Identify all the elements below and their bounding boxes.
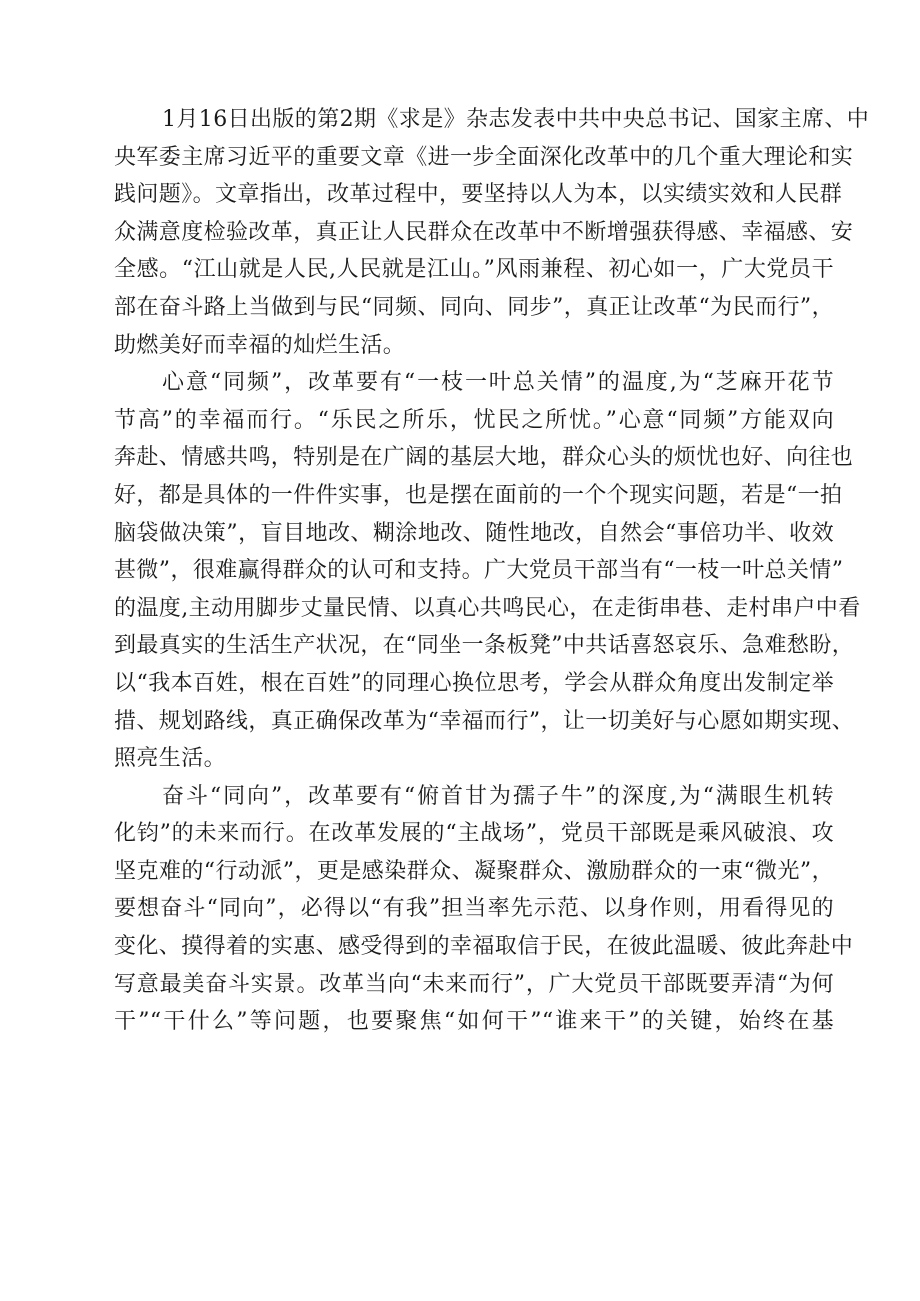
text-line: 奔赴、情感共鸣，特别是在广阔的基层大地，群众心头的烦忧也好、向往也 xyxy=(114,445,854,471)
text-line: 坚克难的“行动派”，更是感染群众、凝聚群众、激励群众的一束“微光”， xyxy=(114,858,834,884)
text-line: 要想奋斗“同向”，必得以“有我”担当率先示范、以身作则，用看得见的 xyxy=(114,896,834,922)
text-line: 脑袋做决策”，盲目地改、糊涂地改、随性地改，自然会“事倍功半、收效 xyxy=(114,520,834,546)
paragraph-1 xyxy=(114,101,870,364)
paragraph-3 xyxy=(114,778,854,1041)
text-line: 写意最美奋斗实景。改革当向“未来而行”，广大党员干部既要弄清“为何 xyxy=(114,971,834,997)
text-line: 奋斗“同向”，改革要有“俯首甘为孺子牛”的深度,为“满眼生机转 xyxy=(162,783,834,809)
text-line: 照亮生活。 xyxy=(114,746,227,772)
text-line: 化钧”的未来而行。在改革发展的“主战场”，党员干部既是乘风破浪、攻 xyxy=(114,821,834,847)
article-body xyxy=(114,101,870,1041)
text-line: 1月16日出版的第2期《求是》杂志发表中共中央总书记、国家主席、中 xyxy=(162,107,870,132)
text-line: 践问题》。文章指出，改革过程中，要坚持以人为本，以实绩实效和人民群 xyxy=(114,182,843,208)
text-line: 助燃美好而幸福的灿烂生活。 xyxy=(114,332,406,358)
text-line: 心意“同频”，改革要有“一枝一叶总关情”的温度,为“芝麻开花节 xyxy=(162,370,834,396)
text-line: 好，都是具体的一件件实事，也是摆在面前的一个个现实问题，若是“一拍 xyxy=(114,482,843,508)
text-line: 央军委主席习近平的重要文章《进一步全面深化改革中的几个重大理论和实 xyxy=(114,144,854,170)
text-line: 众满意度检验改革，真正让人民群众在改革中不断增强获得感、幸福感、安 xyxy=(114,219,854,245)
text-line: 节高”的幸福而行。“乐民之所乐，忧民之所忧。”心意“同频”方能双向 xyxy=(114,407,834,433)
text-line: 全感。“江山就是人民,人民就是江山。”风雨兼程、初心如一，广大党员干 xyxy=(114,257,834,283)
paragraph-2 xyxy=(114,364,861,778)
text-line: 部在奋斗路上当做到与民“同频、同向、同步”，真正让改革“为民而行”， xyxy=(114,294,834,320)
text-line: 变化、摸得着的实惠、感受得到的幸福取信于民，在彼此温暖、彼此奔赴中 xyxy=(114,934,854,960)
text-line: 措、规划路线，真正确保改革为“幸福而行”，让一切美好与心愿如期实现、 xyxy=(114,708,855,734)
text-line: 甚微”，很难赢得群众的认可和支持。广大党员干部当有“一枝一叶总关情” xyxy=(114,558,844,584)
text-line: 以“我本百姓，根在百姓”的同理心换位思考，学会从群众角度出发制定举 xyxy=(114,670,834,696)
text-line: 的温度,主动用脚步丈量民情、以真心共鸣民心，在走街串巷、走村串户中看 xyxy=(114,595,861,621)
text-line: 干”“干什么”等问题，也要聚焦“如何干”“谁来干”的关键，始终在基 xyxy=(114,1009,834,1035)
text-line: 到最真实的生活生产状况，在“同坐一条板凳”中共话喜怒哀乐、急难愁盼， xyxy=(114,633,855,659)
